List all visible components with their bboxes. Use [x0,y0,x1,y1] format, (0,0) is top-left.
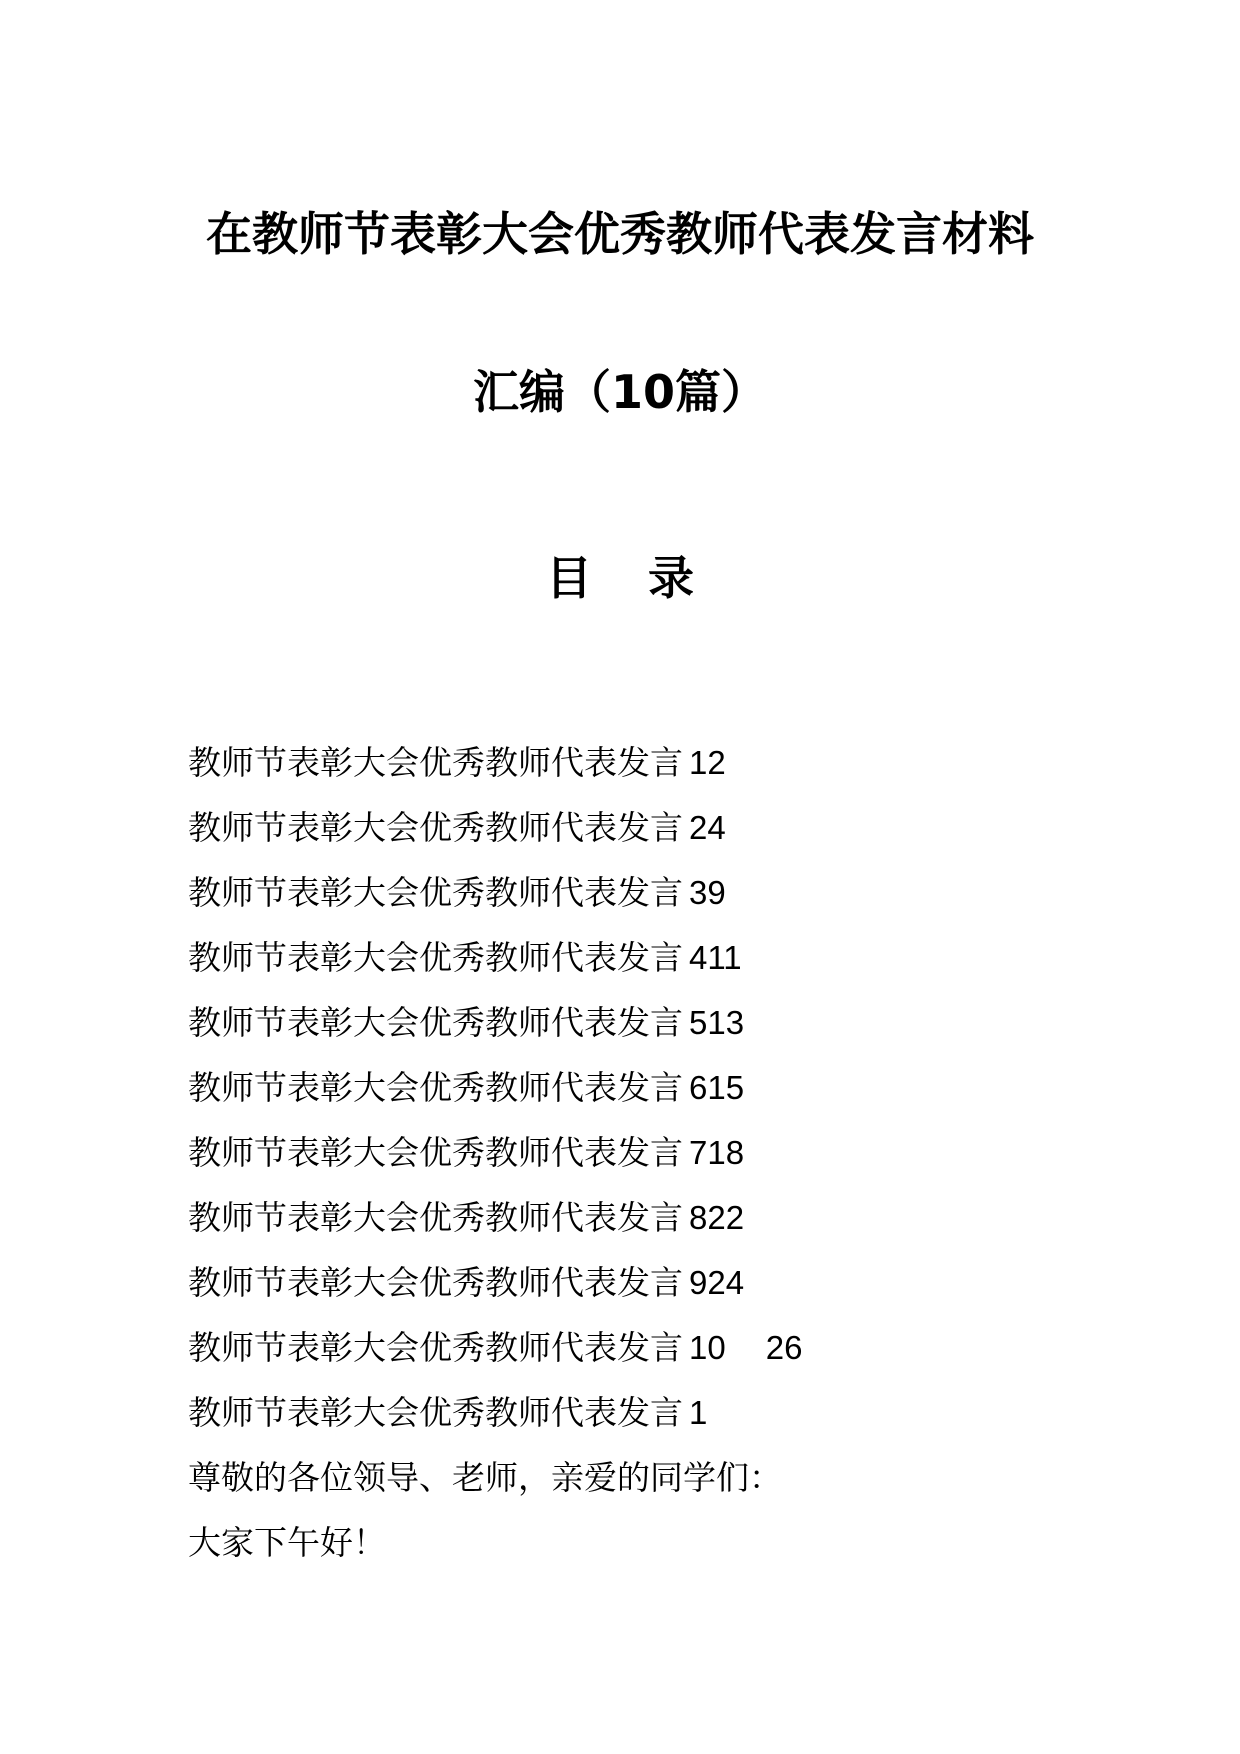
toc-item-text: 教师节表彰大会优秀教师代表发言 [188,1133,683,1172]
speech-body [188,1445,782,1575]
toc-item[interactable] [188,1120,802,1185]
toc-item-page: 15 [707,1069,745,1106]
toc-heading: 目 录 [545,551,714,605]
toc-item-page: 4 [707,809,726,846]
toc-item[interactable] [188,1250,802,1315]
toc-item[interactable] [188,1315,802,1380]
toc-item-number: 6 [689,1069,708,1106]
toc-item-number: 10 [689,1329,726,1366]
toc-item[interactable] [188,795,802,860]
toc-item-number: 9 [689,1264,708,1301]
toc-item-text: 教师节表彰大会优秀教师代表发言 [188,1003,683,1042]
toc-item-page: 2 [707,744,726,781]
document-title-line-1: 在教师节表彰大会优秀教师代表发言材料 [206,207,1034,261]
toc-item-page: 11 [707,939,742,976]
section-heading [188,1380,802,1445]
toc-item-text: 教师节表彰大会优秀教师代表发言 [188,808,683,847]
section-heading-number: 1 [689,1394,708,1431]
section-heading-text: 教师节表彰大会优秀教师代表发言 [188,1393,683,1432]
toc-item-text: 教师节表彰大会优秀教师代表发言 [188,938,683,977]
toc-item-text: 教师节表彰大会优秀教师代表发言 [188,1263,683,1302]
toc-item-text: 教师节表彰大会优秀教师代表发言 [188,1068,683,1107]
toc-item[interactable] [188,1185,802,1250]
toc-item-page: 13 [707,1004,745,1041]
toc-item-page: 9 [707,874,726,911]
toc-item-page: 26 [765,1329,803,1366]
toc-item[interactable] [188,730,802,795]
toc-item-page: 18 [707,1134,745,1171]
toc-item-text: 教师节表彰大会优秀教师代表发言 [188,1198,683,1237]
toc-item-text: 教师节表彰大会优秀教师代表发言 [188,1328,683,1367]
table-of-contents [188,730,802,1445]
toc-item-text: 教师节表彰大会优秀教师代表发言 [188,873,683,912]
toc-item-number: 3 [689,874,708,911]
toc-item-number: 7 [689,1134,708,1171]
toc-item-text: 教师节表彰大会优秀教师代表发言 [188,743,683,782]
toc-item-number: 5 [689,1004,708,1041]
toc-item-page: 22 [707,1199,745,1236]
toc-item[interactable] [188,1055,802,1120]
toc-item-number: 2 [689,809,708,846]
document-title-line-2: 汇编（10篇） [472,365,767,419]
toc-item[interactable] [188,990,802,1055]
toc-item[interactable] [188,860,802,925]
toc-item-number: 8 [689,1199,708,1236]
toc-item[interactable] [188,925,802,990]
toc-item-number: 4 [689,939,708,976]
greeting: 大家下午好！ [188,1523,386,1562]
salutation: 尊敬的各位领导、老师，亲爱的同学们： [188,1458,782,1497]
toc-item-page: 24 [707,1264,745,1301]
toc-item-number: 1 [689,744,708,781]
